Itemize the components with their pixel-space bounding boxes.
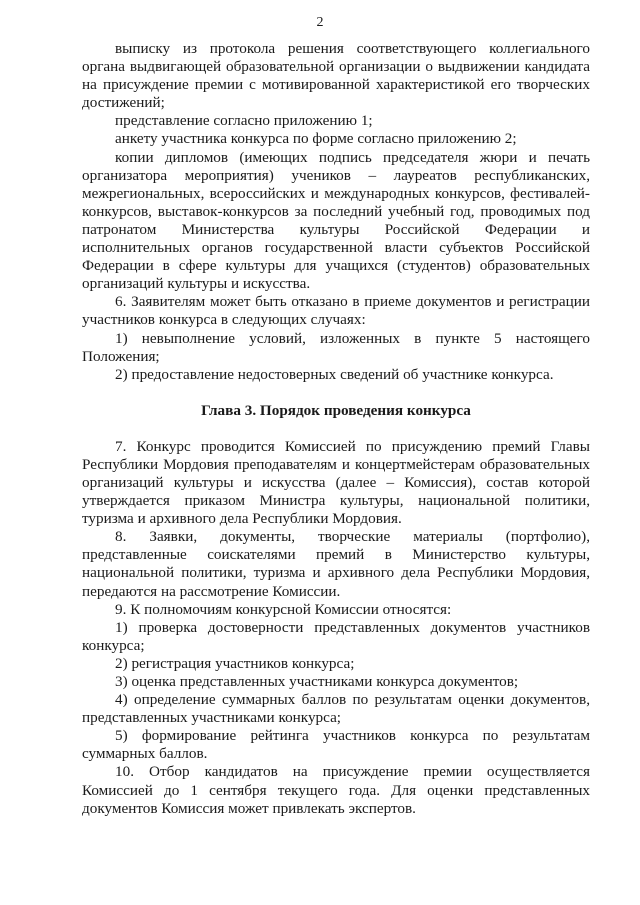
paragraph-item-8: 8. Заявки, документы, творческие материалы (портфолио), представленные соискателями премий в Министерство культуры, национальной политики, туризма и архивного дела Республики Мордовия, передаются на рассмотрение Комиссии.	[82, 528, 590, 600]
paragraph-representation: представление согласно приложению 1;	[115, 112, 373, 130]
paragraph-item-9-4: 4) определение суммарных баллов по результатам оценки документов, представленных участниками конкурса;	[82, 691, 590, 727]
page-number: 2	[316, 15, 324, 30]
paragraph-item-6: 6. Заявителям может быть отказано в приеме документов и регистрации участников конкурса в следующих случаях:	[82, 293, 590, 329]
paragraph-item-9-5: 5) формирование рейтинга участников конкурса по результатам суммарных баллов.	[82, 727, 590, 763]
paragraph-protocol-extract: выписку из протокола решения соответствующего коллегиального органа выдвигающей образовательной организации о выдвижении кандидата на присуждение премии с мотивированной характеристикой его творческих достижений;	[82, 40, 590, 112]
paragraph-item-9-1: 1) проверка достоверности представленных документов участников конкурса;	[82, 618, 590, 654]
paragraph-item-6-2: 2) предоставление недостоверных сведений об участнике конкурса.	[115, 365, 554, 383]
chapter-heading: Глава 3. Порядок проведения конкурса	[201, 401, 471, 419]
paragraph-item-9-3: 3) оценка представленных участниками конкурса документов;	[115, 673, 519, 690]
paragraph-item-10: 10. Отбор кандидатов на присуждение премии осуществляется Комиссией до 1 сентября текущего года. Для оценки представленных документов Комиссия может привлекать экспертов.	[82, 763, 590, 817]
paragraph-item-9-2: 2) регистрация участников конкурса;	[115, 654, 355, 672]
paragraph-item-6-1: 1) невыполнение условий, изложенных в пункте 5 настоящего Положения;	[82, 329, 590, 365]
paragraph-item-7: 7. Конкурс проводится Комиссией по присуждению премий Главы Республики Мордовия преподавателям и концертмейстерам образовательных организаций культуры и искусства (далее – Комиссия), состав которой утверждается приказом Министра культуры, национальной политики, туризма и архивного дела Республики Мордовия.	[82, 437, 590, 528]
paragraph-diploma-copies: копии дипломов (имеющих подпись председателя жюри и печать организатора мероприятия) учеников – лауреатов республиканских, межрегиональных, всероссийских и международных конкурсов, фестивалей-конкурсов, выставок-конкурсов за последний учебный год, проводимых под патронатом Министерства культуры Российской Федерации и исполнительных органов государственной власти субъектов Российской Федерации в сфере культуры для учащихся (студентов) образовательных организаций культуры и искусства.	[82, 148, 590, 293]
paragraph-item-9: 9. К полномочиям конкурсной Комиссии относятся:	[115, 600, 452, 618]
document-body	[82, 40, 590, 818]
paragraph-questionnaire: анкету участника конкурса по форме согласно приложению 2;	[115, 130, 517, 148]
